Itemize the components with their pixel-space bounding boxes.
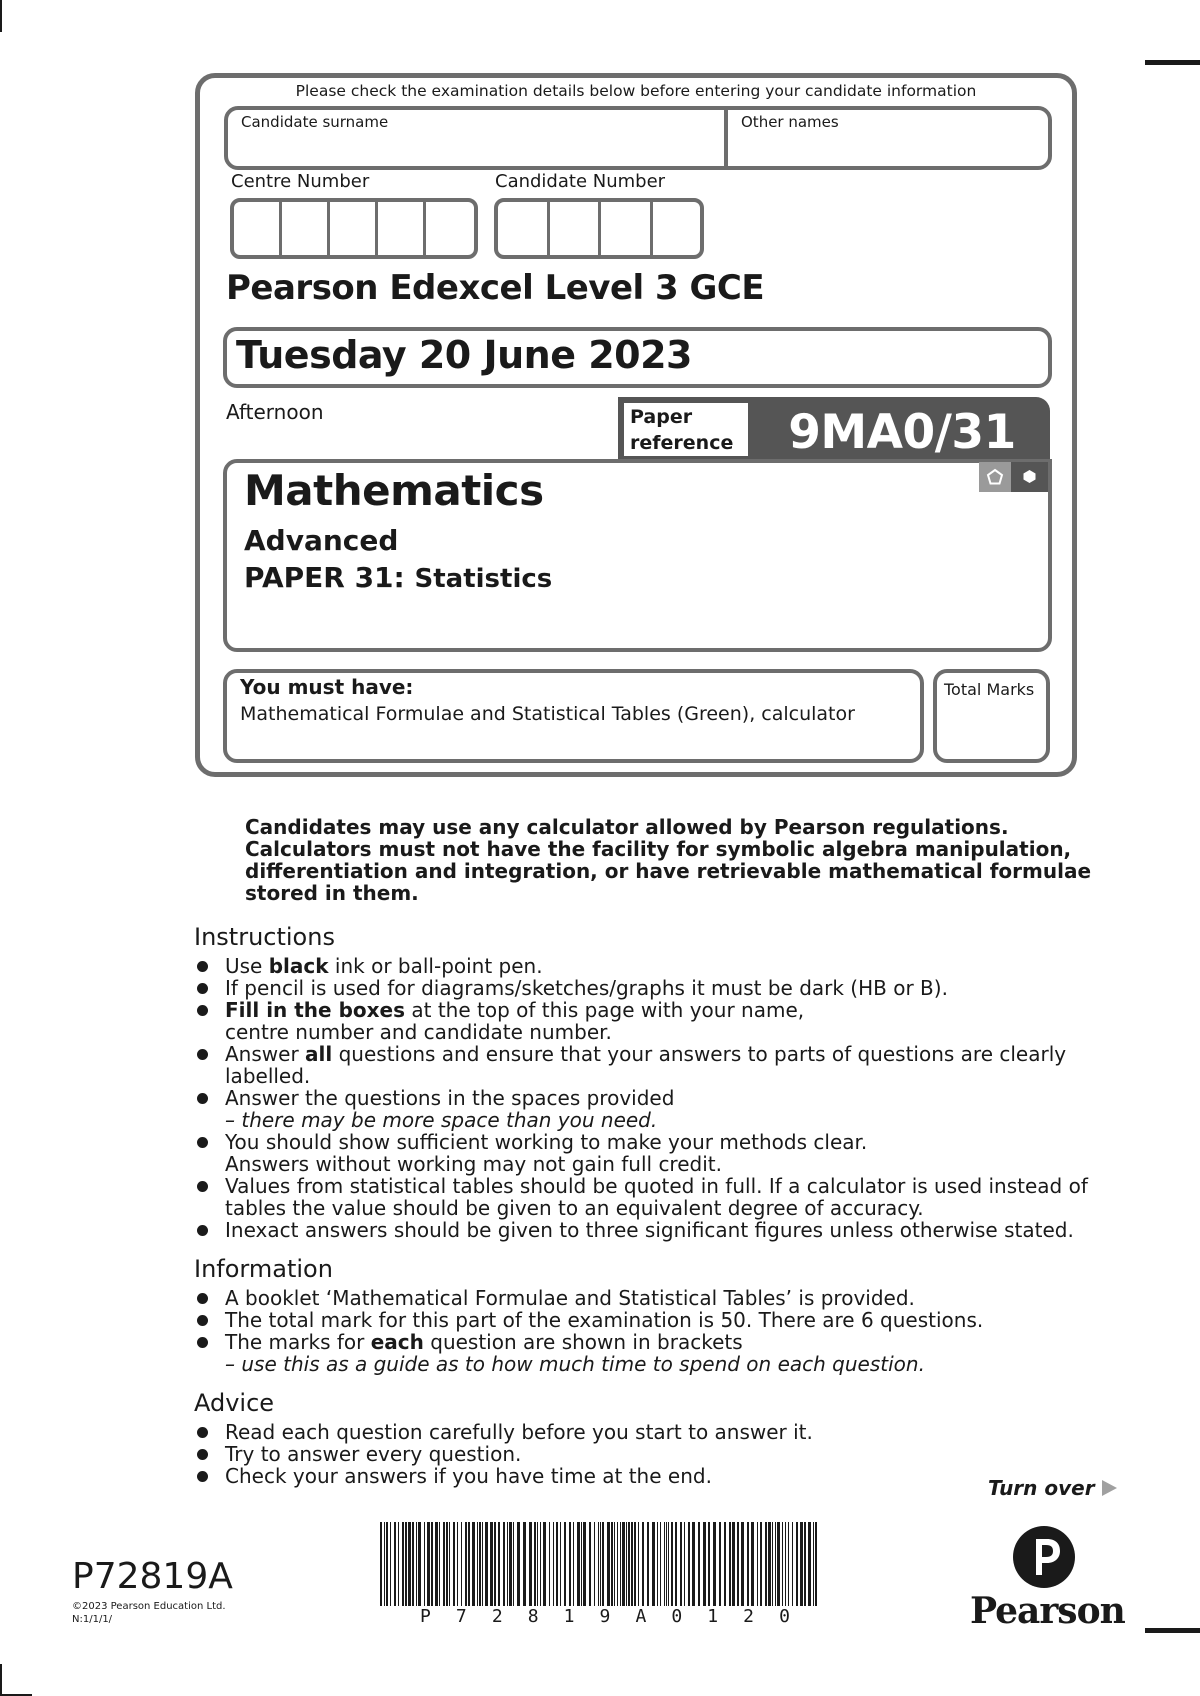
barcode-bar	[737, 1522, 739, 1606]
barcode-bar	[556, 1522, 558, 1606]
barcode-bar	[416, 1522, 417, 1606]
barcode-bar	[537, 1522, 538, 1606]
barcode-bar	[435, 1522, 438, 1606]
barcode-bar	[573, 1522, 574, 1606]
barcode-bar	[412, 1522, 414, 1606]
print-code: N:1/1/1/	[72, 1614, 113, 1625]
must-have-heading: You must have:	[240, 675, 414, 699]
calculator-notice	[245, 816, 1091, 904]
barcode-bar	[800, 1522, 803, 1606]
barcode-bar	[657, 1522, 658, 1606]
barcode-bar	[815, 1522, 817, 1606]
calculator-notice-line: stored in them.	[245, 881, 419, 905]
barcode-bar	[611, 1522, 613, 1606]
barcode-bar	[507, 1522, 508, 1606]
barcode-bar	[782, 1522, 783, 1606]
other-names-label: Other names	[741, 113, 839, 131]
barcode-bar	[390, 1522, 391, 1606]
crop-mark-top-left	[0, 0, 2, 32]
paper-prefix: PAPER 31:	[244, 561, 405, 594]
centre-digit-box[interactable]	[330, 202, 378, 255]
barcode-bar	[757, 1522, 758, 1606]
barcode-bar	[652, 1522, 655, 1606]
barcode-bar	[583, 1522, 586, 1606]
name-divider	[724, 108, 728, 168]
barcode-bar	[468, 1522, 470, 1606]
paper-reference-code: 9MA0/31	[788, 405, 1016, 460]
barcode-bar	[503, 1522, 505, 1606]
barcode-bar	[461, 1522, 462, 1606]
barcode-digit: 9	[599, 1606, 611, 1627]
barcode-bar	[598, 1522, 599, 1606]
barcode-bar	[529, 1522, 532, 1606]
barcode-bar	[775, 1522, 776, 1606]
barcode-bar	[631, 1522, 633, 1606]
barcode-bar	[708, 1522, 710, 1606]
barcode-digit: 0	[779, 1606, 790, 1627]
barcode-digits	[420, 1606, 790, 1627]
turn-over-arrow-icon	[1100, 1479, 1118, 1497]
barcode-digit: 0	[671, 1606, 683, 1627]
barcode-digit: 8	[527, 1606, 539, 1627]
barcode-bar	[540, 1522, 541, 1606]
barcode-bar	[394, 1522, 396, 1606]
candidate-surname-field[interactable]	[232, 132, 718, 164]
subject-title: Mathematics	[244, 466, 544, 515]
barcode-bar	[747, 1522, 749, 1606]
barcode-bar	[549, 1522, 550, 1606]
candidate-digit-box[interactable]	[601, 202, 653, 255]
other-names-field[interactable]	[734, 132, 1044, 164]
barcode-bar	[628, 1522, 630, 1606]
pentagon-icon	[986, 468, 1004, 486]
barcode-bar	[607, 1522, 610, 1606]
barcode-bar	[751, 1522, 754, 1606]
pearson-logo-text: Pearson	[970, 1590, 1125, 1632]
exam-session: Afternoon	[226, 400, 324, 424]
instructions-list	[195, 955, 1088, 1241]
barcode-bar	[684, 1522, 685, 1606]
barcode-bar	[534, 1522, 536, 1606]
barcode-bar	[523, 1522, 526, 1606]
barcode-bar	[485, 1522, 488, 1606]
barcode-bar	[626, 1522, 627, 1606]
candidate-number-label: Candidate Number	[495, 171, 666, 192]
barcode-bar	[398, 1522, 399, 1606]
copyright-text: ©2023 Pearson Education Ltd.	[72, 1601, 226, 1612]
barcode-bar	[647, 1522, 649, 1606]
barcode-bar	[453, 1522, 455, 1606]
information-item: The total mark for this part of the examination is 50. There are 6 questions.	[195, 1309, 983, 1331]
barcode-bar	[634, 1522, 636, 1606]
barcode-bar	[680, 1522, 682, 1606]
barcode-bar	[813, 1522, 814, 1606]
barcode-bar	[446, 1522, 448, 1606]
centre-number-boxes[interactable]	[230, 198, 478, 259]
barcode-bar	[772, 1522, 773, 1606]
barcode-bar	[517, 1522, 520, 1606]
barcode-bar	[617, 1522, 618, 1606]
barcode-bar	[439, 1522, 440, 1606]
paper-reference-label	[630, 404, 733, 456]
paper-reference-label-line2: reference	[630, 432, 734, 454]
barcode-digit: 2	[491, 1606, 503, 1627]
pearson-p-logo	[1012, 1525, 1076, 1589]
calculator-notice-line: differentiation and integration, or have retrievable mathematical formulae	[245, 859, 1092, 883]
barcode-bar	[443, 1522, 445, 1606]
barcode-bar	[620, 1522, 621, 1606]
instruction-item: If pencil is used for diagrams/sketches/graphs it must be dark (HB or B).	[195, 977, 1088, 999]
barcode-bar	[494, 1522, 496, 1606]
barcode-bar	[589, 1522, 591, 1606]
crop-mark-bottom-right	[1145, 1628, 1200, 1633]
instruction-item: Fill in the boxes at the top of this page with your name, centre number and candidate number.	[195, 999, 1088, 1043]
barcode-bar	[402, 1522, 404, 1606]
barcode-bar	[560, 1522, 561, 1606]
barcode-bar	[760, 1522, 762, 1606]
barcode-bar	[418, 1522, 421, 1606]
barcode-bar	[498, 1522, 500, 1606]
barcode-bar	[703, 1522, 706, 1606]
barcode-bar	[808, 1522, 811, 1606]
paper-code: P72819A	[72, 1556, 233, 1597]
calculator-notice-line: Candidates may use any calculator allowed by Pearson regulations.	[245, 815, 1009, 839]
barcode-bar	[692, 1522, 695, 1606]
paper-title	[244, 561, 552, 594]
barcode	[380, 1522, 820, 1606]
barcode-bar	[581, 1522, 582, 1606]
centre-digit-box[interactable]	[282, 202, 330, 255]
exam-date: Tuesday 20 June 2023	[236, 333, 692, 377]
information-heading: Information	[194, 1255, 333, 1283]
advice-list	[195, 1421, 813, 1487]
barcode-bar	[449, 1522, 450, 1606]
turn-over-label: Turn over	[988, 1476, 1095, 1500]
candidate-digit-box[interactable]	[550, 202, 602, 255]
advice-item: Try to answer every question.	[195, 1443, 813, 1465]
barcode-digit: 7	[455, 1606, 467, 1627]
instructions-heading: Instructions	[194, 923, 335, 951]
candidate-digit-box[interactable]	[653, 202, 701, 255]
barcode-bar	[513, 1522, 514, 1606]
instruction-item: Answer the questions in the spaces provided – there may be more space than you need.	[195, 1087, 1088, 1131]
barcode-bar	[553, 1522, 554, 1606]
candidate-digit-box[interactable]	[498, 202, 550, 255]
advice-item: Read each question carefully before you start to answer it.	[195, 1421, 813, 1443]
barcode-bar	[788, 1522, 789, 1606]
barcode-bar	[688, 1522, 690, 1606]
barcode-bar	[671, 1522, 673, 1606]
candidate-number-boxes[interactable]	[494, 198, 704, 259]
barcode-bar	[638, 1522, 639, 1606]
information-list	[195, 1287, 983, 1375]
barcode-bar	[668, 1522, 669, 1606]
paper-name: Statistics	[414, 564, 553, 594]
information-item: The marks for each question are shown in brackets – use this as a guide as to how much time to spend on each question.	[195, 1331, 983, 1375]
barcode-bar	[457, 1522, 458, 1606]
barcode-bar	[479, 1522, 481, 1606]
barcode-bar	[732, 1522, 735, 1606]
barcode-bar	[405, 1522, 407, 1606]
barcode-bar	[698, 1522, 700, 1606]
barcode-bar	[729, 1522, 731, 1606]
must-have-text: Mathematical Formulae and Statistical Tables (Green), calculator	[240, 703, 855, 725]
barcode-bar	[490, 1522, 493, 1606]
barcode-bar	[642, 1522, 644, 1606]
barcode-digit: P	[420, 1606, 431, 1627]
barcode-bar	[427, 1522, 430, 1606]
barcode-bar	[477, 1522, 478, 1606]
barcode-bar	[564, 1522, 566, 1606]
barcode-bar	[719, 1522, 721, 1606]
advice-heading: Advice	[194, 1389, 275, 1417]
instruction-item: You should show sufficient working to make your methods clear. Answers without working may not gain full credit.	[195, 1131, 1088, 1175]
centre-digit-box[interactable]	[234, 202, 282, 255]
barcode-bar	[675, 1522, 677, 1606]
barcode-bar	[431, 1522, 433, 1606]
subject-level: Advanced	[244, 524, 399, 557]
barcode-digit: 1	[707, 1606, 719, 1627]
total-marks-label: Total Marks	[944, 680, 1035, 699]
centre-number-label: Centre Number	[231, 171, 370, 192]
exam-board-title: Pearson Edexcel Level 3 GCE	[226, 268, 765, 308]
paper-reference-label-line1: Paper	[630, 406, 693, 428]
calculator-notice-line: Calculators must not have the facility for symbolic algebra manipulation,	[245, 837, 1072, 861]
information-item: A booklet ‘Mathematical Formulae and Statistical Tables’ is provided.	[195, 1287, 983, 1309]
instruction-item: Values from statistical tables should be quoted in full. If a calculator is used instead of tables the value should be given to an equivalent degree of accuracy.	[195, 1175, 1088, 1219]
barcode-bar	[509, 1522, 512, 1606]
barcode-bar	[796, 1522, 798, 1606]
barcode-bar	[386, 1522, 388, 1606]
barcode-bar	[804, 1522, 806, 1606]
barcode-bar	[614, 1522, 615, 1606]
barcode-bar	[664, 1522, 665, 1606]
advice-item: Check your answers if you have time at the end.	[195, 1465, 813, 1487]
check-notice: Please check the examination details below before entering your candidate information	[295, 82, 977, 100]
barcode-bar	[792, 1522, 793, 1606]
barcode-bar	[600, 1522, 601, 1606]
barcode-bar	[408, 1522, 411, 1606]
barcode-bar	[465, 1522, 467, 1606]
instruction-item: Answer all questions and ensure that your answers to parts of questions are clearly labelled.	[195, 1043, 1088, 1087]
barcode-bar	[622, 1522, 625, 1606]
barcode-bar	[472, 1522, 475, 1606]
barcode-digit: 2	[743, 1606, 754, 1627]
barcode-bar	[569, 1522, 571, 1606]
barcode-bar	[594, 1522, 595, 1606]
instruction-item: Use black ink or ball-point pen.	[195, 955, 1088, 977]
barcode-bar	[482, 1522, 483, 1606]
barcode-bar	[666, 1522, 667, 1606]
barcode-bar	[724, 1522, 726, 1606]
barcode-bar	[777, 1522, 780, 1606]
candidate-surname-label: Candidate surname	[241, 113, 389, 131]
instruction-item: Inexact answers should be given to three significant figures unless otherwise stated.	[195, 1219, 1088, 1241]
barcode-bar	[380, 1522, 382, 1606]
barcode-bar	[713, 1522, 716, 1606]
barcode-bar	[785, 1522, 786, 1606]
barcode-bar	[543, 1522, 546, 1606]
barcode-bar	[765, 1522, 767, 1606]
barcode-bar	[768, 1522, 771, 1606]
barcode-bar	[602, 1522, 604, 1606]
centre-digit-box[interactable]	[426, 202, 474, 255]
centre-digit-box[interactable]	[378, 202, 426, 255]
barcode-bar	[384, 1522, 385, 1606]
barcode-bar	[741, 1522, 744, 1606]
crop-mark-top-right	[1145, 60, 1200, 65]
barcode-digit: 1	[563, 1606, 575, 1627]
barcode-bar	[577, 1522, 580, 1606]
barcode-bar	[660, 1522, 661, 1606]
barcode-digit: A	[635, 1606, 647, 1627]
barcode-bar	[424, 1522, 425, 1606]
hexagon-dot-icon	[1022, 469, 1037, 484]
crop-mark-bottom-left	[0, 1664, 2, 1696]
